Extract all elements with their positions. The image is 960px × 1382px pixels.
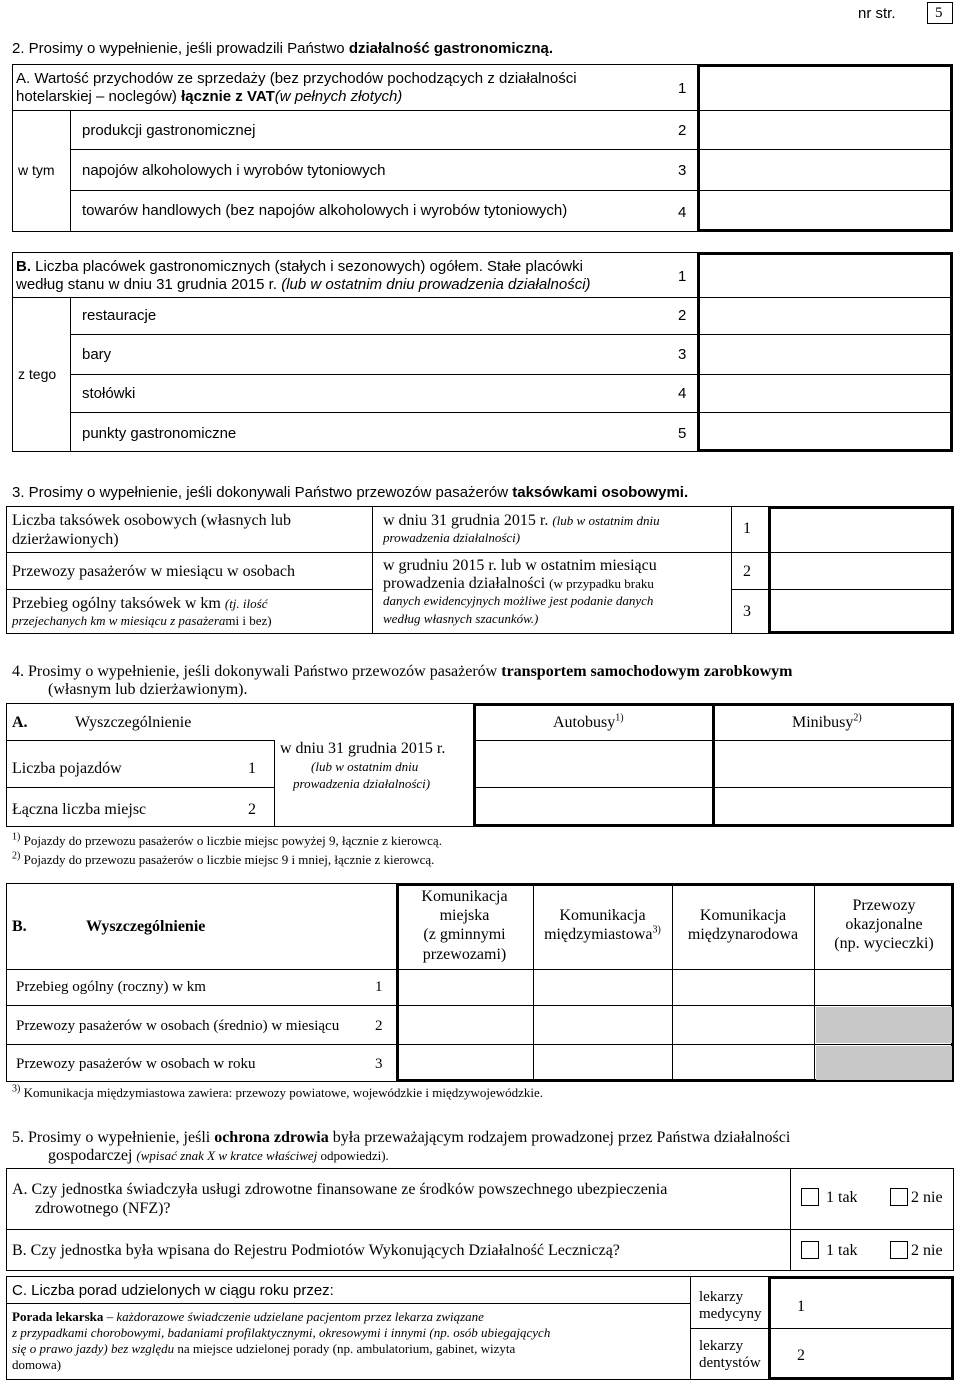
section-2-heading xyxy=(12,40,553,57)
option-label: 1 tak xyxy=(826,1189,858,1206)
row-label: dzierżawionych) xyxy=(12,531,119,548)
row-number: 1 xyxy=(375,979,383,995)
divider xyxy=(6,787,274,788)
row-number: 1 xyxy=(678,268,687,285)
row-label: bary xyxy=(82,346,112,363)
divider xyxy=(473,787,954,788)
z-tego-label: z tego xyxy=(18,366,57,382)
row-label-text: Przebieg ogólny taksówek w km xyxy=(12,595,225,612)
page-number-label: nr str. xyxy=(858,5,896,22)
row-2b-text: Liczba placówek gastronomicznych (stałych i sezonowych) ogółem. Stałe placówki xyxy=(31,258,583,275)
divider xyxy=(70,412,953,413)
divider xyxy=(274,740,275,827)
section-4-heading-bold: transportem samochodowym zarobkowym xyxy=(501,663,793,680)
definition-line xyxy=(12,1310,484,1325)
row-2b-label-line1 xyxy=(16,258,583,275)
row-label-note: przejechanych km w miesiącu z pasażera xyxy=(12,613,226,628)
row-label: Przewozy pasażerów w miesiącu w osobach xyxy=(12,563,296,580)
divider xyxy=(6,1005,954,1006)
divider xyxy=(70,190,953,191)
row-number: 3 xyxy=(678,346,687,363)
divider xyxy=(790,1229,791,1271)
row-label: Przebieg ogólny (roczny) w km xyxy=(16,979,206,995)
option-label: 2 nie xyxy=(911,1189,943,1206)
table-4a-desc-note: (lub w ostatnim dniu xyxy=(311,759,419,774)
checkbox-tak[interactable] xyxy=(801,1241,819,1259)
row-desc-note: (w przypadku braku xyxy=(549,576,654,591)
column-header-line: (z gminnymi xyxy=(423,926,506,944)
greyed-cell xyxy=(816,1007,952,1043)
row-label: lekarzy xyxy=(699,1289,744,1305)
row-2b-letter: B. xyxy=(16,258,31,275)
row-desc-note: (lub w ostatnim dniu xyxy=(552,513,660,528)
divider xyxy=(70,334,953,335)
column-header-text: Minibusy xyxy=(792,714,854,731)
row-number: 2 xyxy=(743,563,751,580)
row-number: 1 xyxy=(248,760,256,777)
divider xyxy=(790,1168,791,1230)
row-2a-label-italic: (w pełnych złotych) xyxy=(274,88,403,105)
column-header-komunikacja-miedzynarodowa xyxy=(672,906,814,944)
row-label xyxy=(12,614,272,629)
footnote-text: Pojazdy do przewozu pasażerów o liczbie miejsc powyżej 9, łącznie z kierowcą. xyxy=(23,833,442,848)
definition-text: – każdorazowe świadczenie udzielane pacjentom przez lekarza związane xyxy=(103,1309,484,1324)
row-label-note: (tj. ilość xyxy=(224,596,268,611)
divider xyxy=(372,506,373,634)
divider xyxy=(473,740,954,741)
row-label: restauracje xyxy=(82,307,157,324)
row-2a-label-text: hotelarskiej – noclegów) xyxy=(16,88,182,105)
column-header-line: międzymiastowa xyxy=(544,926,653,944)
definition-line xyxy=(12,1342,515,1357)
column-header-line: przewozami) xyxy=(422,945,507,963)
footnote-marker: 3) xyxy=(652,924,661,936)
table-2a-input-column[interactable] xyxy=(697,64,953,232)
row-2a-label-bold: łącznie z VAT xyxy=(181,88,275,105)
section-5-heading-note-end: odpowiedzi). xyxy=(317,1148,389,1163)
row-label: Łączna liczba miejsc xyxy=(12,801,147,818)
row-label: medycyny xyxy=(699,1306,762,1322)
column-header-line: międzynarodowa xyxy=(687,926,799,944)
definition-line: z przypadkami chorobowymi, badaniami profilaktycznymi, okresowymi i innymi (np. osób ubiegających xyxy=(12,1325,551,1340)
section-2-heading-bold: działalność gastronomiczną. xyxy=(348,40,554,57)
divider xyxy=(6,589,372,590)
table-4a-letter: A. xyxy=(12,714,28,731)
row-number: 3 xyxy=(678,162,687,179)
section-3-heading-bold: taksówkami osobowymi. xyxy=(512,484,689,501)
row-number: 2 xyxy=(678,307,687,324)
section-5-heading-line2 xyxy=(48,1147,389,1165)
row-label: Przewozy pasażerów w osobach (średnio) w miesiącu xyxy=(16,1018,340,1034)
section-3-heading-text: 3. Prosimy o wypełnienie, jeśli dokonywali Państwo przewozów pasażerów xyxy=(12,484,513,501)
row-number: 2 xyxy=(248,801,256,818)
row-desc-note: według własnych szacunków.) xyxy=(383,611,539,626)
column-header-komunikacja-miejska xyxy=(396,887,533,964)
row-label: lekarzy xyxy=(699,1338,744,1354)
section-5-heading-text: była przeważającym rodzajem prowadzonej przez Państwa działalności xyxy=(328,1129,791,1146)
column-header-line: (np. wycieczki) xyxy=(834,935,934,953)
row-label: napojów alkoholowych i wyrobów tytoniowych xyxy=(82,162,386,179)
section-4-heading-line2: (własnym lub dzierżawionym). xyxy=(48,681,248,698)
column-header-text: Autobusy xyxy=(553,714,616,731)
definition-text: się o prawo jazdy) bez względu xyxy=(12,1341,178,1356)
row-label: Przewozy pasażerów w osobach w roku xyxy=(16,1056,256,1072)
row-2a-label-line1: A. Wartość przychodów ze sprzedaży (bez przychodów pochodzących z działalności xyxy=(16,70,577,87)
column-header-line: Komunikacja xyxy=(421,888,508,905)
divider xyxy=(372,552,731,553)
row-number: 3 xyxy=(743,603,751,620)
column-header-przewozy-okazjonalne xyxy=(814,896,954,954)
row-desc-note: prowadzenia działalności) xyxy=(383,530,521,545)
divider xyxy=(70,110,71,232)
row-desc-text: prowadzenia działalności xyxy=(383,575,550,592)
column-header-line: Przewozy xyxy=(852,897,916,914)
section-3-heading xyxy=(12,484,688,501)
divider xyxy=(70,374,953,375)
row-desc xyxy=(383,575,654,593)
footnote-marker: 1) xyxy=(615,712,624,724)
w-tym-label: w tym xyxy=(18,162,55,178)
definition-term: Porada lekarska xyxy=(12,1309,104,1324)
section-5-heading-bold: ochrona zdrowia xyxy=(214,1129,329,1146)
definition-text: na miejsce udzielonej porady (np. ambulatorium, gabinet, wizyta xyxy=(177,1341,516,1356)
column-header-komunikacja-miedzymiastowa xyxy=(533,906,672,944)
divider xyxy=(712,703,715,827)
footnote-marker: 2) xyxy=(12,850,21,862)
divider xyxy=(731,506,732,634)
row-label: dentystów xyxy=(699,1355,761,1371)
greyed-cell xyxy=(816,1046,952,1080)
option-label: 2 nie xyxy=(911,1242,943,1259)
row-number: 3 xyxy=(375,1056,383,1072)
row-desc-note: danych ewidencyjnych możliwe jest podanie danych xyxy=(383,593,654,608)
checkbox-nie[interactable] xyxy=(890,1188,908,1206)
section-5-heading xyxy=(12,1129,790,1147)
divider xyxy=(70,297,71,452)
footnote-text: Pojazdy do przewozu pasażerów o liczbie miejsc 9 i mniej, łącznie z kierowcą. xyxy=(23,852,435,867)
row-desc-date: w dniu 31 grudnia 2015 r. xyxy=(383,512,553,529)
divider xyxy=(6,552,372,553)
definition-line: domowa) xyxy=(12,1357,62,1372)
question-text: B. Czy jednostka była wpisana do Rejestru Podmiotów Wykonujących Działalność Leczniczą? xyxy=(12,1242,620,1259)
column-header-line: miejska xyxy=(439,907,490,925)
column-header-line: okazjonalne xyxy=(845,916,923,934)
row-number: 1 xyxy=(678,80,687,97)
divider xyxy=(6,1044,954,1045)
row-2b-date: według stanu w dniu 31 grudnia 2015 r. xyxy=(16,276,282,293)
divider xyxy=(70,149,953,150)
page-number: 5 xyxy=(935,5,943,21)
footnote-1 xyxy=(12,831,442,849)
divider xyxy=(6,1303,690,1304)
row-number: 1 xyxy=(743,520,751,537)
divider xyxy=(12,297,953,298)
divider xyxy=(731,589,954,590)
checkbox-tak[interactable] xyxy=(801,1188,819,1206)
divider xyxy=(690,1328,954,1329)
row-number: 4 xyxy=(678,385,687,402)
row-label: Liczba taksówek osobowych (własnych lub xyxy=(12,512,292,529)
row-2b-note: (lub w ostatnim dniu prowadzenia działalności) xyxy=(281,276,591,293)
row-2a-label-line2 xyxy=(16,88,402,105)
row-number: 4 xyxy=(678,204,687,221)
row-label: stołówki xyxy=(82,385,136,402)
page-number-box xyxy=(927,2,953,24)
footnote-3 xyxy=(12,1083,544,1101)
divider xyxy=(6,969,954,970)
row-number: 1 xyxy=(797,1298,805,1315)
table-4a-desc-note: prowadzenia działalności) xyxy=(293,776,431,791)
row-number: 2 xyxy=(678,122,687,139)
table-4a-desc: w dniu 31 grudnia 2015 r. xyxy=(280,740,446,757)
row-2b-label-line2 xyxy=(16,276,591,293)
table-3-input-column[interactable] xyxy=(768,506,954,634)
table-4b-letter: B. xyxy=(12,918,27,935)
table-4a-title: Wyszczególnienie xyxy=(75,714,192,731)
row-label: punkty gastronomiczne xyxy=(82,425,237,442)
row-desc: w grudniu 2015 r. lub w ostatnim miesiącu xyxy=(383,557,657,574)
row-label: towarów handlowych (bez napojów alkoholowych i wyrobów tytoniowych) xyxy=(82,202,568,219)
checkbox-nie[interactable] xyxy=(890,1241,908,1259)
option-label: 1 tak xyxy=(826,1242,858,1259)
footnote-2 xyxy=(12,850,435,868)
section-4-heading-text: 4. Prosimy o wypełnienie, jeśli dokonywali Państwo przewozów pasażerów xyxy=(12,663,502,680)
footnote-text: Komunikacja międzymiastowa zawiera: przewozy powiatowe, wojewódzkie i międzywojewódzkie. xyxy=(23,1085,544,1100)
column-header-minibusy xyxy=(792,714,862,732)
divider xyxy=(731,552,954,553)
footnote-marker: 2) xyxy=(853,712,862,724)
section-5-heading-text: 5. Prosimy o wypełnienie, jeśli xyxy=(12,1129,215,1146)
row-desc xyxy=(383,512,660,530)
table-2b-input-column[interactable] xyxy=(697,252,953,452)
question-5c-title: C. Liczba porad udzielonych w ciągu roku przez: xyxy=(12,1282,334,1299)
row-label: Liczba pojazdów xyxy=(12,760,122,777)
footnote-marker: 1) xyxy=(12,831,21,843)
table-4b-title: Wyszczególnienie xyxy=(86,918,206,935)
footnote-marker: 3) xyxy=(12,1083,21,1095)
divider xyxy=(6,740,274,741)
divider xyxy=(12,110,953,111)
row-number: 2 xyxy=(375,1018,383,1034)
row-number: 2 xyxy=(797,1347,805,1364)
section-5-heading-note: (wpisać znak X w kratce właściwej xyxy=(136,1148,318,1163)
column-header-autobusy xyxy=(553,714,624,732)
column-header-line: Komunikacja xyxy=(559,907,646,924)
section-2-heading-text: 2. Prosimy o wypełnienie, jeśli prowadzili Państwo xyxy=(12,40,349,57)
question-text: zdrowotnego (NFZ)? xyxy=(35,1200,171,1217)
row-label-note-end: mi i bez) xyxy=(225,613,272,628)
column-header-line: Komunikacja xyxy=(699,907,787,924)
section-4-heading xyxy=(12,663,792,681)
row-number: 5 xyxy=(678,425,687,442)
row-label xyxy=(12,595,267,613)
row-label: produkcji gastronomicznej xyxy=(82,122,256,139)
question-text: A. Czy jednostka świadczyła usługi zdrowotne finansowane ze środków powszechnego ubezpieczenia xyxy=(12,1181,668,1198)
section-5-heading-text: gospodarczej xyxy=(48,1147,137,1164)
